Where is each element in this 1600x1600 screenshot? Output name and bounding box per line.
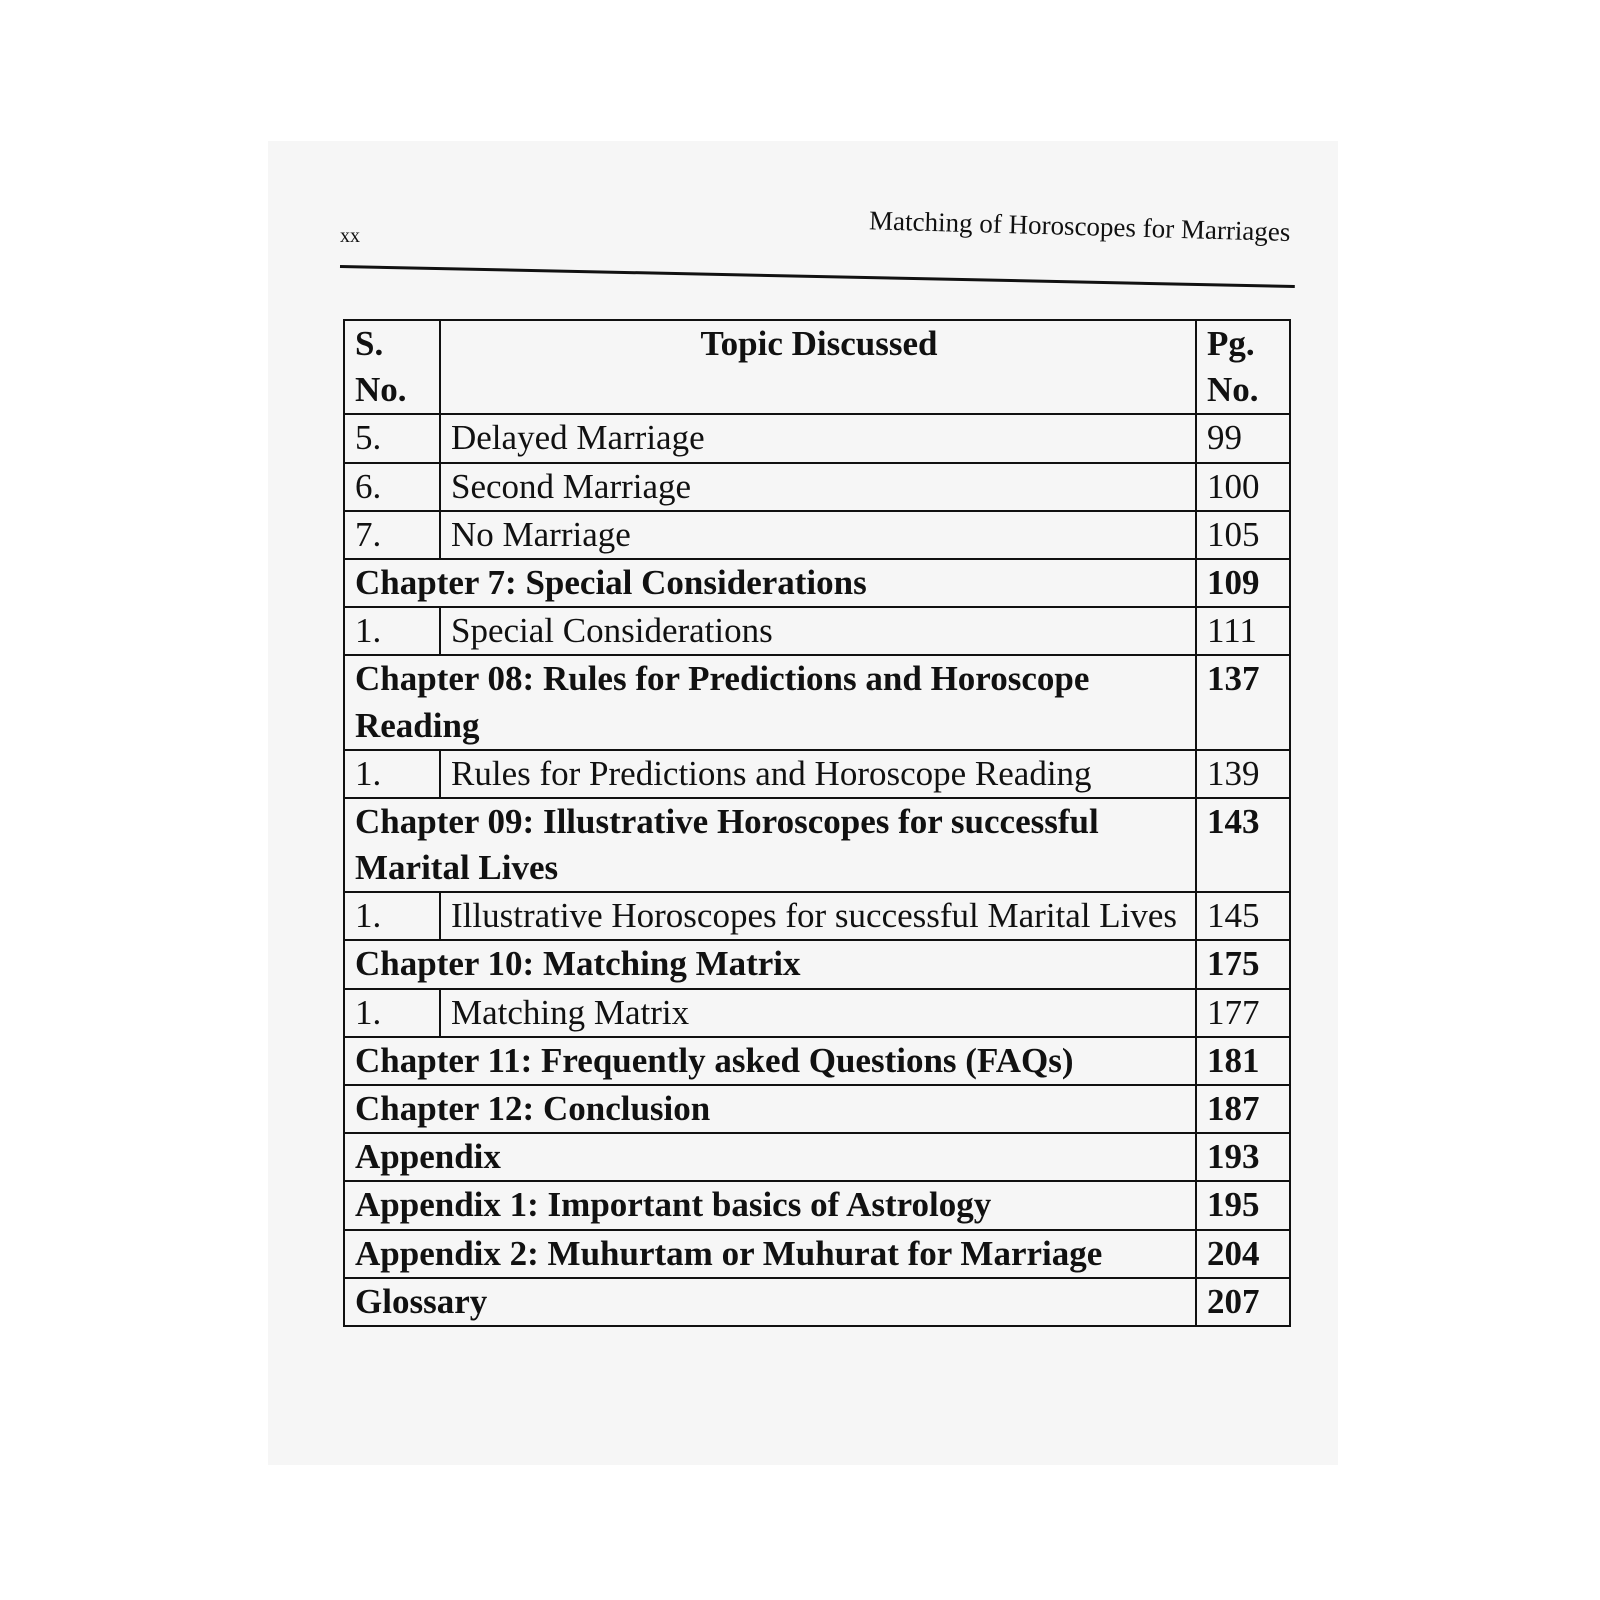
chapter-row — [344, 1085, 1290, 1133]
table-row — [344, 607, 1290, 655]
header-page: Pg. No. — [1196, 320, 1290, 414]
header-topic: Topic Discussed — [440, 320, 1196, 414]
serial-number: 7. — [344, 511, 440, 559]
table-row — [344, 414, 1290, 462]
header-rule — [340, 265, 1295, 288]
book-title: Matching of Horoscopes for Marriages — [868, 205, 1291, 247]
chapter-title: Chapter 12: Conclusion — [344, 1085, 1196, 1133]
serial-number: 6. — [344, 463, 440, 511]
page-ref: 204 — [1196, 1230, 1290, 1278]
topic-title: Illustrative Horoscopes for successful Marital Lives — [440, 892, 1196, 940]
page-ref: 111 — [1196, 607, 1290, 655]
table-row — [344, 463, 1290, 511]
serial-number: 1. — [344, 607, 440, 655]
page-ref: 181 — [1196, 1037, 1290, 1085]
serial-number: 1. — [344, 989, 440, 1037]
page-ref: 137 — [1196, 655, 1290, 749]
page-ref: 187 — [1196, 1085, 1290, 1133]
chapter-title: Chapter 7: Special Considerations — [344, 559, 1196, 607]
chapter-title: Appendix 1: Important basics of Astrology — [344, 1181, 1196, 1229]
serial-number: 5. — [344, 414, 440, 462]
topic-title: Matching Matrix — [440, 989, 1196, 1037]
page-ref: 99 — [1196, 414, 1290, 462]
page-ref: 100 — [1196, 463, 1290, 511]
chapter-row — [344, 1230, 1290, 1278]
page-ref: 207 — [1196, 1278, 1290, 1326]
topic-title: Second Marriage — [440, 463, 1196, 511]
page-ref: 175 — [1196, 940, 1290, 988]
chapter-title: Chapter 10: Matching Matrix — [344, 940, 1196, 988]
chapter-title: Appendix 2: Muhurtam or Muhurat for Marriage — [344, 1230, 1196, 1278]
page-number: xx — [340, 225, 360, 247]
chapter-title: Chapter 09: Illustrative Horoscopes for successful Marital Lives — [344, 798, 1196, 892]
page-ref: 177 — [1196, 989, 1290, 1037]
page-ref: 139 — [1196, 750, 1290, 798]
chapter-row — [344, 655, 1290, 749]
chapter-title: Appendix — [344, 1133, 1196, 1181]
page-ref: 195 — [1196, 1181, 1290, 1229]
chapter-row — [344, 798, 1290, 892]
page-ref: 105 — [1196, 511, 1290, 559]
chapter-row — [344, 1133, 1290, 1181]
chapter-row — [344, 559, 1290, 607]
table-row — [344, 892, 1290, 940]
header-sno: S. No. — [344, 320, 440, 414]
page-ref: 193 — [1196, 1133, 1290, 1181]
topic-title: No Marriage — [440, 511, 1196, 559]
chapter-title: Glossary — [344, 1278, 1196, 1326]
page-ref: 143 — [1196, 798, 1290, 892]
topic-title: Delayed Marriage — [440, 414, 1196, 462]
contents-body — [344, 414, 1290, 1326]
chapter-row — [344, 1278, 1290, 1326]
topic-title: Rules for Predictions and Horoscope Reading — [440, 750, 1196, 798]
book-page — [268, 141, 1338, 1465]
chapter-row — [344, 1181, 1290, 1229]
table-row — [344, 750, 1290, 798]
table-header-row — [344, 320, 1290, 414]
chapter-row — [344, 1037, 1290, 1085]
serial-number: 1. — [344, 892, 440, 940]
table-row — [344, 989, 1290, 1037]
topic-title: Special Considerations — [440, 607, 1196, 655]
page-ref: 145 — [1196, 892, 1290, 940]
chapter-title: Chapter 11: Frequently asked Questions (FAQs) — [344, 1037, 1196, 1085]
contents-table — [343, 319, 1291, 1327]
table-row — [344, 511, 1290, 559]
chapter-title: Chapter 08: Rules for Predictions and Horoscope Reading — [344, 655, 1196, 749]
page-ref: 109 — [1196, 559, 1290, 607]
serial-number: 1. — [344, 750, 440, 798]
chapter-row — [344, 940, 1290, 988]
running-head — [340, 205, 1291, 257]
